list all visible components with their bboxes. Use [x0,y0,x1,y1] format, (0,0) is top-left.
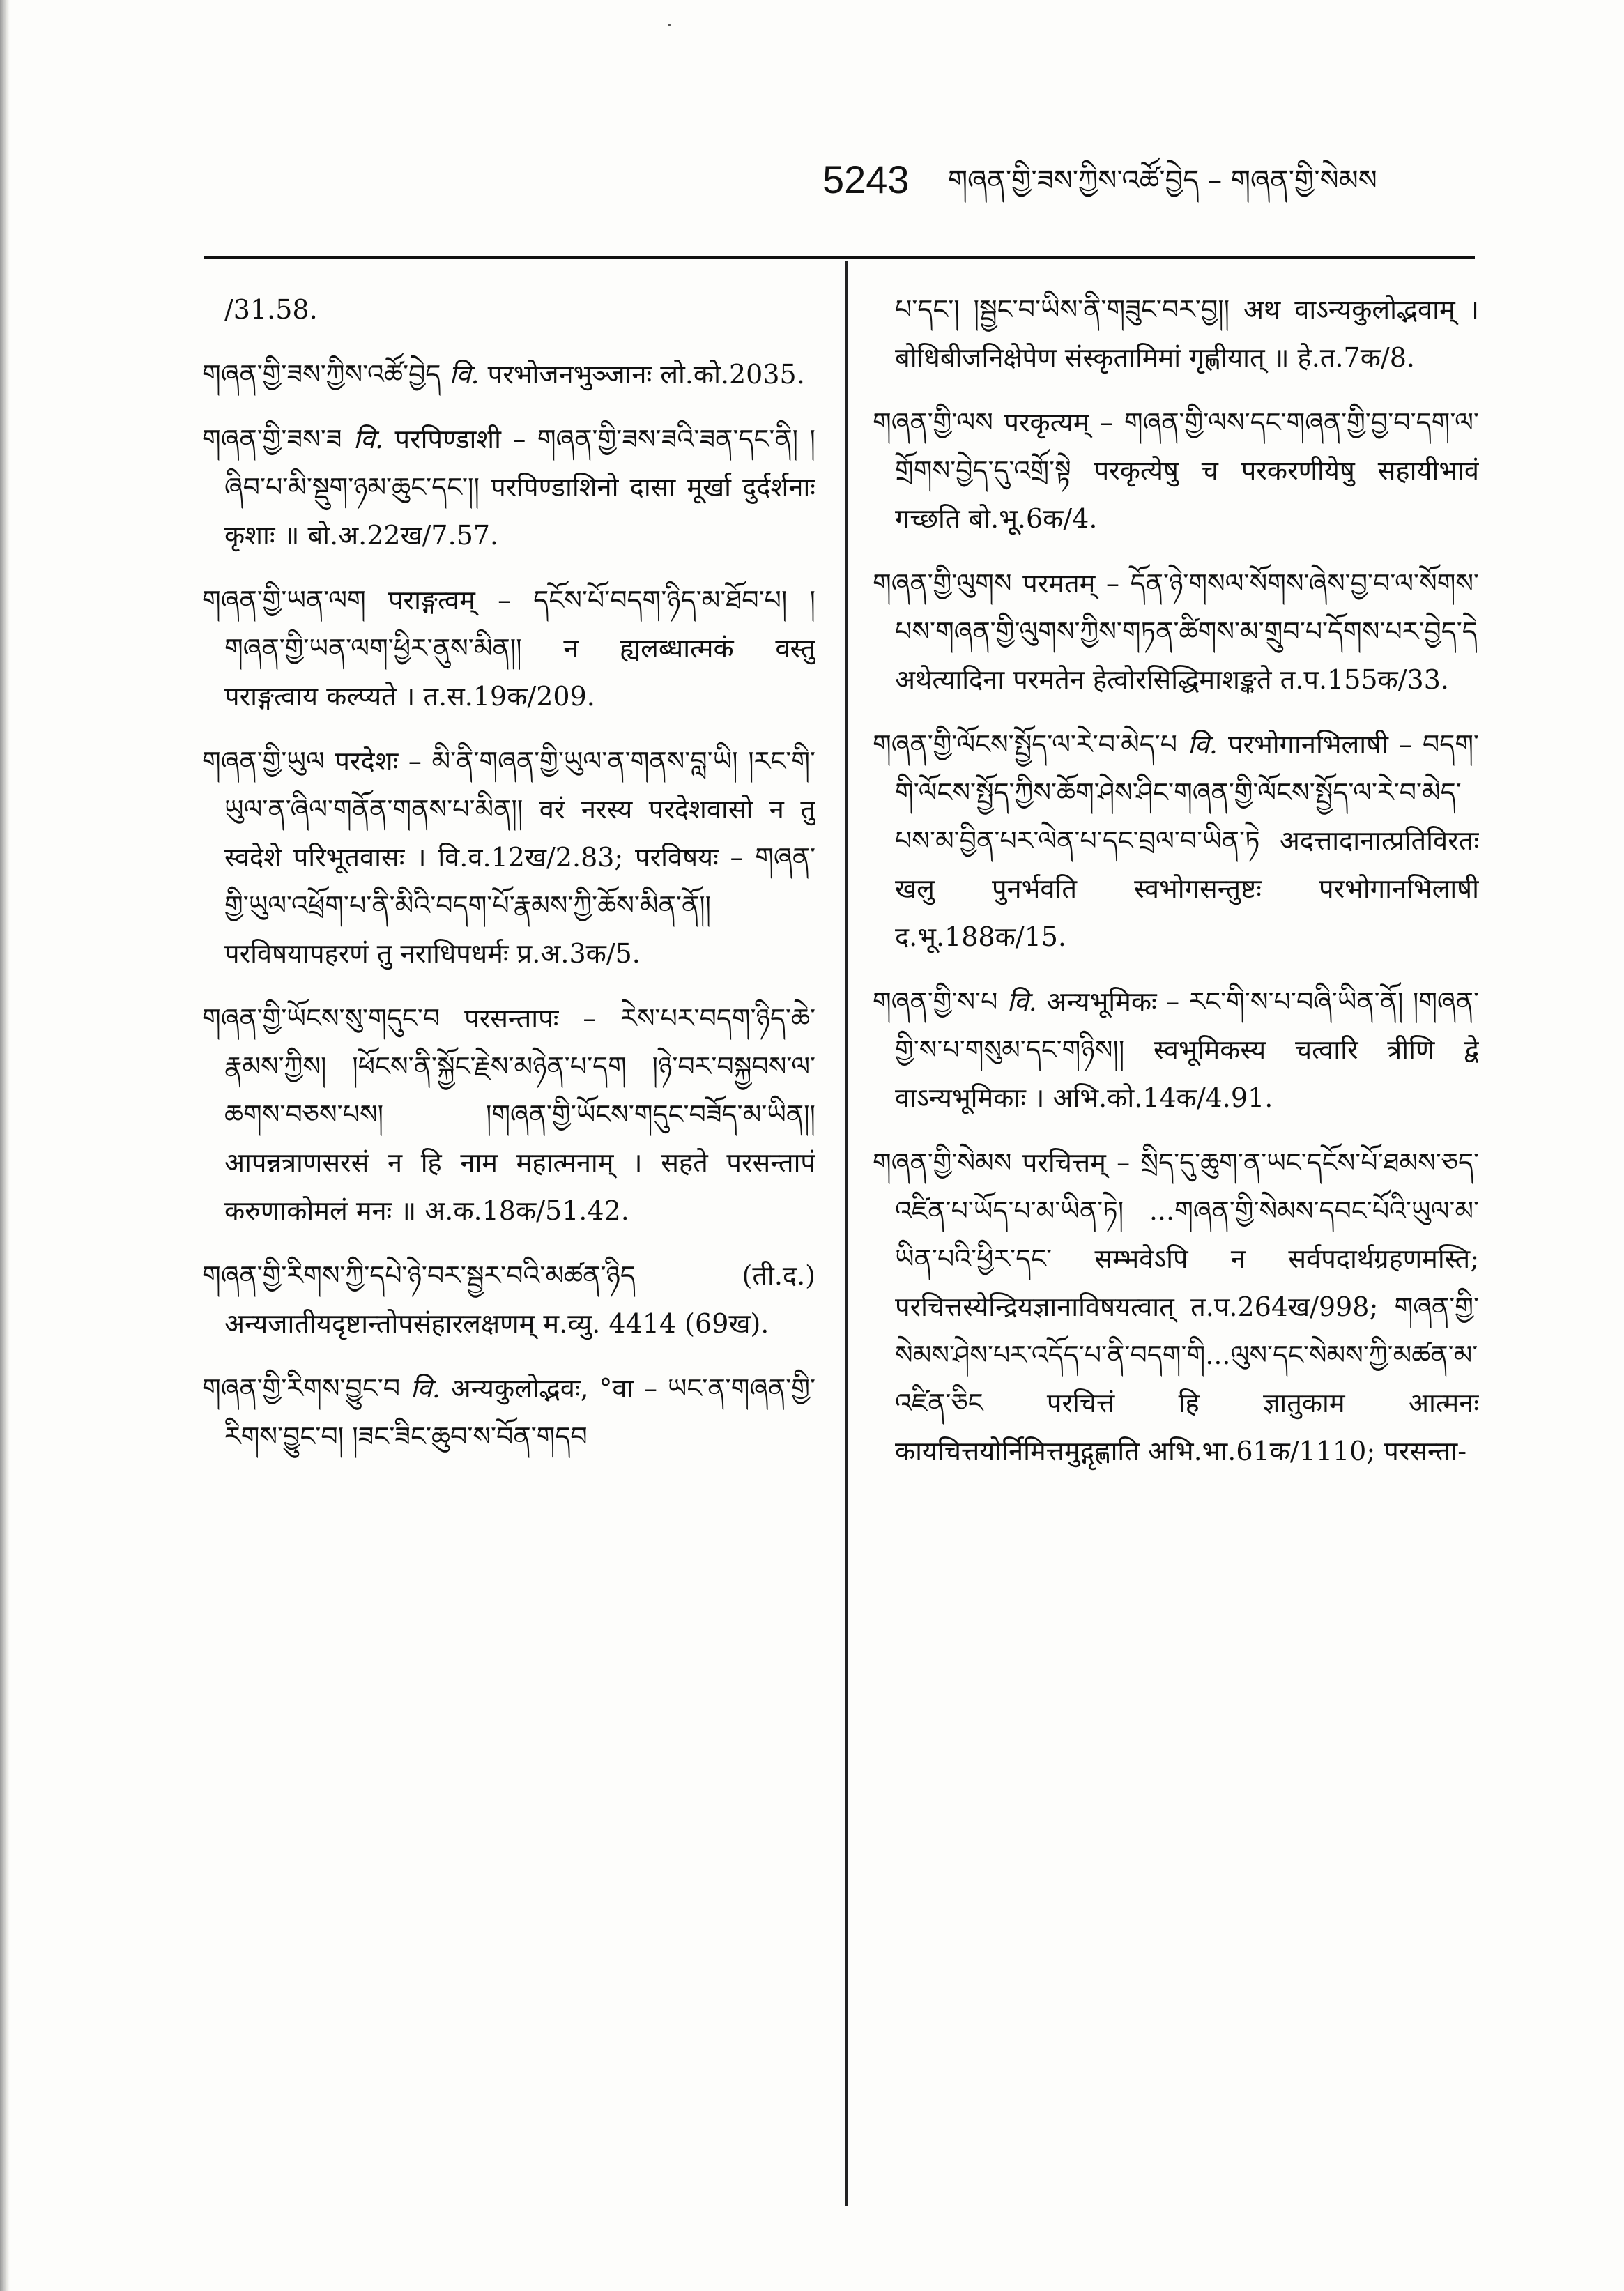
entry-definition: परभोजनभुञ्जानः लो.को.2035. [487,359,805,390]
page-binding-edge [0,0,10,2291]
entry-grammar-abbr: वि. [1187,729,1218,760]
entry-definition: परदेशः – མི་ནི་གཞན་གྱི་ཡུལ་ན་གནས་བླ་ཡི། །རང་གི་ཡུལ་ན་ཞིལ་གནོན་གནས་པ་མིན།། वरं नरस्य परदेशवासो न तु स्वदेशे परिभूतवासः । वि.व.12ख/2.83; परविषयः – གཞན་གྱི་ཡུལ་འཕྲོག་པ་ནི་མིའི་བདག་པོ་རྣམས་ཀྱི་ཆོས་མིན་ནོ།། परविषयापहरणं तु नराधिपधर्मः प्र.अ.3क/5. [224,746,815,969]
dictionary-entry [202,576,815,721]
dictionary-entry [873,978,1479,1122]
entry-headword: གཞན་གྱི་ལོངས་སྤྱོད་ལ་རེ་བ་མེད་པ [873,729,1177,760]
dictionary-entry [873,721,1479,961]
entry-definition: (ती.द.) अन्यजातीयदृष्टान्तोपसंहारलक्षणम् म.व्यु. 4414 (69ख). [224,1260,815,1339]
entry-definition: अन्यभूमिकः – རང་གི་ས་པ་བཞི་ཡིན་ནོ། །གཞན་གྱི་ས་པ་གསུམ་དང་གཉིས།། स्वभूमिकस्य चत्वारि त्रीणि द्वे वाऽन्यभूमिकाः । अभि.को.14क/4.91. [895,986,1479,1113]
entry-definition: /31.58. [224,294,318,325]
page-number: 5243 [822,158,910,201]
entry-headword: གཞན་གྱི་ལུགས [873,568,1012,599]
entry-headword: གཞན་གྱི་ཡན་ལག [202,585,366,615]
dictionary-entry [202,1365,815,1461]
entry-headword: གཞན་གྱི་ལས [873,407,993,438]
entry-definition: परमतम् – དོན་ཉེ་གསལ་སོགས་ཞེས་བྱ་བ་ལ་སོགས་པས་གཞན་གྱི་ལུགས་ཀྱིས་གཏན་ཚིགས་མ་གྲུབ་པ་དོགས་པར་བྱེད་དེ अथेत्यादिना परमतेन हेत्वोरसिद्धिमाशङ्कते त.प.155क/33. [895,568,1479,695]
dictionary-entry [202,995,815,1235]
dictionary-entry [873,399,1479,543]
entry-headword: གཞན་གྱི་ས་པ [873,986,998,1017]
entry-definition: परसन्तापः – རེས་པར་བདག་ཉིད་ཆེ་རྣམས་ཀྱིས། །ཕོངས་ནི་སྐྱོང་རྗེས་མཉེན་པ་དག །ཉེ་བར་བསྐྱབས་ལ་ཆགས་བཅས་པས། །གཞན་གྱི་ཡོངས་གདུང་བཟོད་མ་ཡིན།། आपन्नत्राणसरसं न हि नाम महात्मनाम् । सहते परसन्तापं करुणाकोमलं मनः ॥ अ.क.18क/51.42. [224,1003,815,1226]
header-rule [204,256,1475,259]
entry-grammar-abbr: वि. [449,359,480,390]
scan-speck [668,24,671,26]
dictionary-entry [202,286,815,334]
dictionary-entry [202,737,815,978]
entry-definition: परभोगानभिलाषी – བདག་གི་ལོངས་སྤྱོད་ཀྱིས་ཆོག་ཤེས་ཤིང་གཞན་གྱི་ལོངས་སྤྱོད་ལ་རེ་བ་མེད་པས་མ་བྱིན་པར་ལེན་པ་དང་བྲལ་བ་ཡིན་ཏེ अदत्तादानात्प्रतिविरतः खलु पुनर्भवति स्वभोगसन्तुष्टः परभोगानभिलाषी द.भू.188क/15. [895,729,1479,952]
entry-headword: གཞན་གྱི་ཡུལ [202,746,325,776]
left-column [202,286,815,2279]
entry-headword: གཞན་གྱི་རིགས་ཀྱི་དཔེ་ཉེ་བར་སྦྱར་བའི་མཚན་ཉིད [202,1260,636,1291]
entry-grammar-abbr: वि. [1006,986,1037,1017]
entry-headword: གཞན་གྱི་ཟས་ཀྱིས་འཚོ་བྱེད [202,359,441,390]
entry-definition: परकृत्यम् – གཞན་གྱི་ལས་དང་གཞན་གྱི་བྱ་བ་དག་ལ་གྲོགས་བྱེད་དུ་འགྲོ་སྟེ परकृत्येषु च परकरणीयेषु सहायीभावं गच्छति बो.भू.6क/4. [895,407,1479,534]
entry-definition: परपिण्डाशी – གཞན་གྱི་ཟས་ཟའི་ཟན་དང་ནི། །ཞིབ་པ་མི་སྡུག་ཉམ་ཆུང་དང་།། परपिण्डाशिनो दासा मूर्खा दुर्दर्शनाः कृशाः ॥ बो.अ.22ख/7.57. [224,424,815,551]
dictionary-entry [873,286,1479,382]
dictionary-entry [202,415,815,560]
dictionary-entry [873,560,1479,704]
dictionary-entry [202,1252,815,1348]
entry-definition: अन्यकुलोद्भवः, °वा – ཡང་ན་གཞན་གྱི་རིགས་བྱུང་བ། །ཟང་ཟིང་ཆུབ་ས་བོན་གདབ [224,1373,815,1452]
entry-headword: གཞན་གྱི་རིགས་བྱུང་བ [202,1373,401,1404]
dictionary-entry [873,1139,1479,1476]
entry-definition: པ་དང་། །སྦྱང་བ་ཡིས་ནི་གཟུང་བར་བྱ།། अथ वाऽन्यकुलोद्भवाम् । बोधिबीजनिक्षेपेण संस्कृतामिमां गृह्णीयात् ॥ हे.त.7क/8. [895,294,1479,373]
column-divider [845,261,848,2206]
entry-headword: གཞན་གྱི་ཟས་ཟ [202,424,342,454]
entry-headword: གཞན་གྱི་ཡོངས་སུ་གདུང་བ [202,1003,441,1034]
entry-definition: परचित्तम् – སྲིད་དུ་ཆུག་ན་ཡང་དངོས་པོ་ཐམས་ཅད་འཛིན་པ་ཡོད་པ་མ་ཡིན་ཏེ། ...གཞན་གྱི་སེམས་དབང་པོའི་ཡུལ་མ་ཡིན་པའི་ཕྱིར་དང་ सम्भवेऽपि न सर्वपदार्थग्रहणमस्ति; परचित्तस्येन्द्रियज्ञानाविषयत्वात् त.प.264ख/998; གཞན་གྱི་སེམས་ཤེས་པར་འདོད་པ་ནི་བདག་གི...ལུས་དང་སེམས་ཀྱི་མཚན་མ་འཛིན་ཅིང परचित्तं हि ज्ञातुकाम आत्मनः कायचित्तयोर्निमित्तमुद्गृह्णाति अभि.भा.61क/1110; परसन्ता- [895,1147,1479,1466]
entry-grammar-abbr: वि. [353,424,384,454]
running-head: གཞན་གྱི་ཟས་ཀྱིས་འཚོ་བྱེད – གཞན་གྱི་སེམས [948,164,1377,197]
right-column [873,286,1479,2279]
entry-grammar-abbr: वि. [410,1373,441,1404]
entry-headword: གཞན་གྱི་སེམས [873,1147,1012,1178]
entry-definition: पराङ्गत्वम् – དངོས་པོ་བདག་ཉིད་མ་ཐོབ་པ། །གཞན་གྱི་ཡན་ལག་ཕྱིར་ནུས་མིན།། न ह्यलब्धात्मकं वस्तु पराङ्गत्वाय कल्प्यते । त.स.19क/209. [224,585,815,712]
dictionary-entry [202,351,815,399]
page-header [822,152,1492,208]
